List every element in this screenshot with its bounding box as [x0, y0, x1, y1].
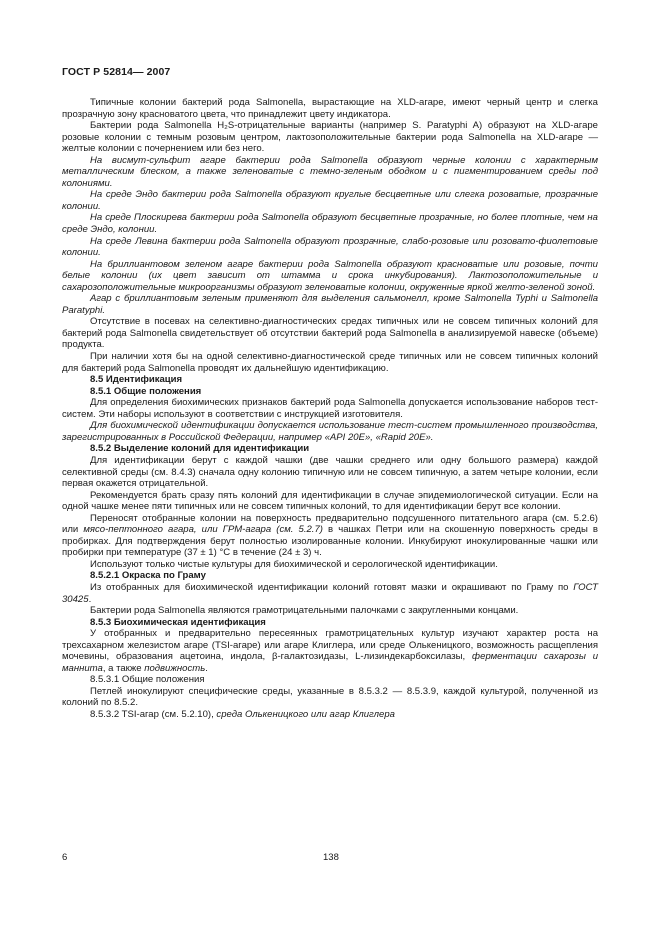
text-run: 8.5.3.2 TSI-агар (см. 5.2.10),: [90, 708, 217, 720]
paragraph: Для биохимической идентификации допускается использование тест-систем промышленного производства, зарегистрированных в Российской Федерации, например «API 20E», «Rapid 20E».: [62, 420, 598, 443]
text-run: У отобранных и предварительно пересеянных грамотрицательных культур изучают характер роста на трехсахарном железистом агаре (TSI-агаре) или агаре Клиглера, или среде Олькеницкого, возможность расщепления мочевины, образования ацетоина, индола, β-галактозидазы, L-лизиндекарбоксилазы,: [62, 628, 598, 663]
section-heading: 8.5.1 Общие положения: [90, 385, 202, 397]
text-run: .: [88, 593, 92, 605]
paragraph: Бактерии рода Salmonella являются грамотрицательными палочками с закругленными концами.: [90, 605, 519, 617]
paragraph: При наличии хотя бы на одной селективно-диагностической среде типичных или не совсем типичных колоний для бактерий рода Salmonella проводят их дальнейшую идентификацию.: [62, 351, 598, 374]
paragraph: Для определения биохимических признаков бактерий рода Salmonella допускается использование наборов тест-систем. Эти наборы используют в соответствии с инструкцией изготовителя.: [62, 397, 598, 420]
text-run: .: [205, 662, 208, 674]
paragraph: Рекомендуется брать сразу пять колоний для идентификации в случае эпидемиологической ситуации. Если на одной чашке менее пяти типичных или не совсем типичных колоний, то для идентификации берут все колонии.: [62, 489, 598, 513]
document-header: ГОСТ Р 52814— 2007: [62, 66, 171, 78]
paragraph: На среде Эндо бактерии рода Salmonella образуют круглые бесцветные или слегка розоватые, прозрачные колонии.: [62, 189, 598, 212]
section-heading: 8.5.3 Биохимическая идентификация: [90, 616, 266, 628]
section-heading: 8.5.2.1 Окраска по Граму: [90, 570, 206, 582]
document-body: [62, 97, 598, 721]
text-run: Переносят отобранные колонии на поверхность предварительно подсушенного питательного агара (см. 5.2.6) или: [62, 512, 598, 536]
text-run: , а также: [102, 662, 145, 674]
paragraph: Петлей инокулируют специфические среды, указанные в 8.5.3.2 — 8.5.3.9, каждой культурой, полученной из колоний по 8.5.2.: [62, 685, 598, 709]
section-heading: 8.5 Идентификация: [90, 374, 183, 386]
paragraph: Отсутствие в посевах на селективно-диагностических средах типичных или не совсем типичных колоний для бактерий рода Salmonella свидетельствует об отсутствии бактерий рода Salmonella в анализируемой навеске (объеме) продукта.: [62, 316, 598, 351]
paragraph: [62, 513, 598, 559]
subsection-heading: 8.5.3.1 Общие положения: [90, 674, 205, 686]
paragraph: На среде Плоскирева бактерии рода Salmonella образуют бесцветные прозрачные, но более плотные, чем на среде Эндо, колонии.: [62, 212, 598, 236]
paragraph: Агар с бриллиантовым зеленым применяют для выделения сальмонелл, кроме Salmonella Typhi и Salmonella Paratyphi.: [62, 293, 598, 316]
page-number-left: 6: [62, 852, 68, 863]
text-run-italic: мясо-пептонного агара, или ГРМ-агара (см. 5.2.7): [83, 524, 323, 536]
paragraph: [62, 582, 598, 605]
text-run: Из отобранных для биохимической идентификации колоний готовят мазки и окрашивают по Граму по: [90, 581, 574, 593]
section-heading: 8.5.2 Выделение колоний для идентификации: [90, 443, 310, 455]
paragraph: Бактерии рода Salmonella H₂S-отрицательные варианты (например S. Paratyphi A) образуют на XLD-агаре розовые колонии с темным розовым центром, лактозоположительные бактерии рода Salmonella на XLD-агаре — желтые колонии с почернением или без него.: [62, 120, 598, 155]
paragraph: Для идентификации берут с каждой чашки (две чашки среднего или одну большого размера) каждой селективной среды (см. 8.4.3) сначала одну колонию типичную или не совсем типичную, а затем четыре колонии, если первая окажется отрицательной.: [62, 454, 598, 490]
paragraph: Используют только чистые культуры для биохимической и серологической идентификации.: [90, 558, 498, 570]
paragraph: На висмут-сульфит агаре бактерии рода Salmonella образуют черные колонии с характерным металлическим блеском, а также зеленоватые с темно-зеленым ободком и с пигментированием среды под колониями.: [62, 154, 598, 189]
page-number-center: 138: [323, 852, 339, 863]
text-run-italic: ферментации сахарозы и маннита: [62, 651, 598, 674]
paragraph: На бриллиантовом зеленом агаре бактерии рода Salmonella образуют красноватые или розовые, почти белые колонии (их цвет зависит от штамма и срока инкубирования). Лактозоположительные и сахарозоположительные микроорганизмы образуют зеленоватые колонии, окруженные яркой желто-зеленой зоной.: [62, 258, 598, 293]
paragraph: [62, 628, 598, 674]
text-run-italic: ГОСТ 30425: [62, 581, 598, 605]
text-run-italic: подвижность: [144, 662, 206, 674]
paragraph: [62, 709, 598, 721]
text-run: в чашках Петри или на скошенную поверхность среды в пробирках. Для подтверждения берут полностью изолированные колонии. Инкубируют инокулированные чашки или пробирки при температуре (37 ± 1) °С в течение (24 ± 3) ч.: [62, 524, 598, 559]
paragraph: Типичные колонии бактерий рода Salmonella, вырастающие на XLD-агаре, имеют черный центр и слегка прозрачную зону красноватого цвета, что принадлежит цвету индикатора.: [62, 97, 598, 120]
paragraph: На среде Левина бактерии рода Salmonella образуют прозрачные, слабо-розовые или розовато-фиолетовые колонии.: [62, 235, 598, 259]
text-run-italic: среда Олькеницкого или агар Клиглера: [216, 708, 395, 720]
